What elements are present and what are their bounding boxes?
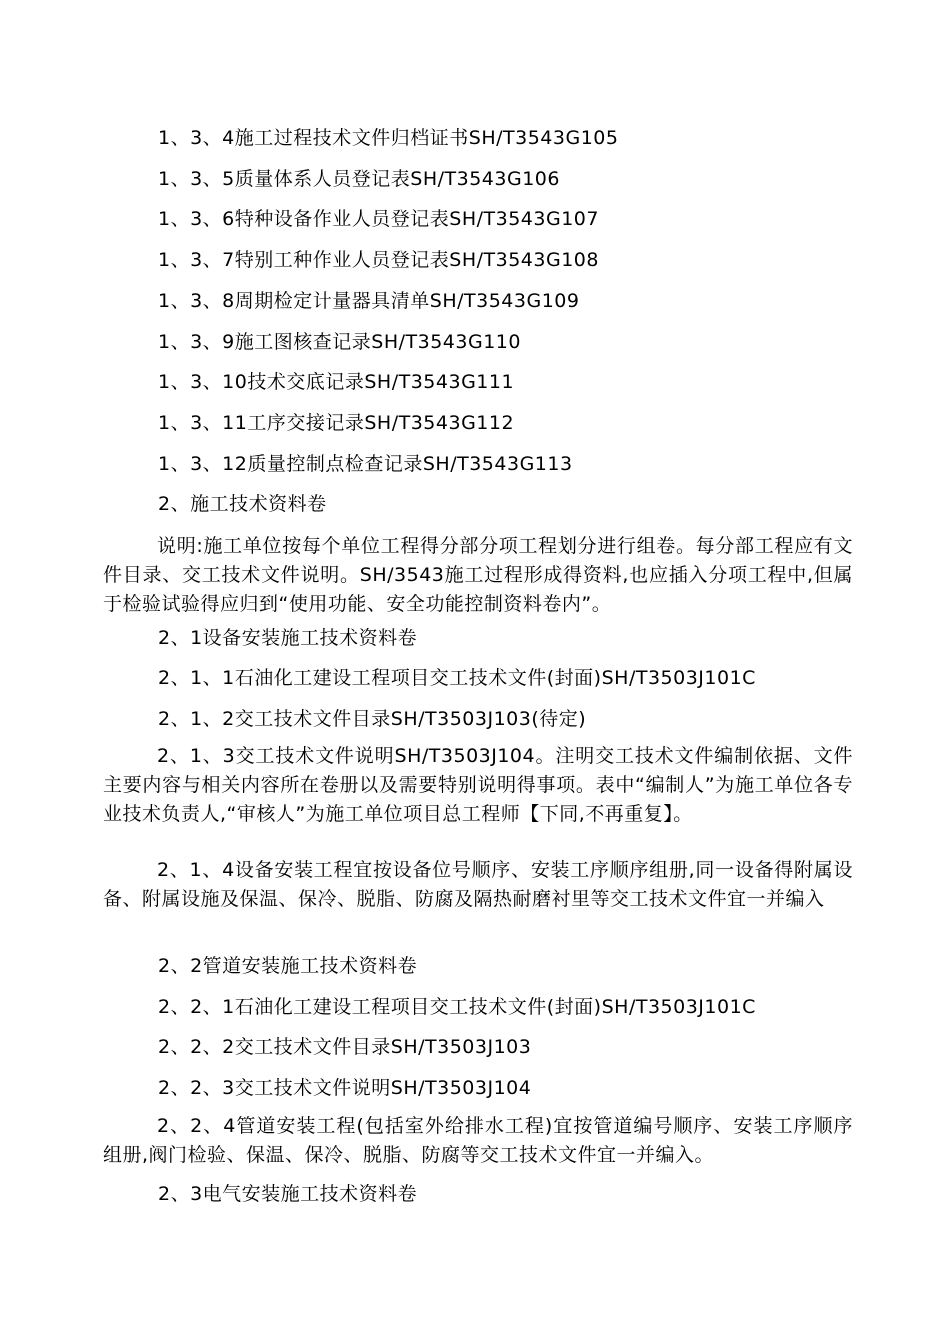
note-paragraph: 说明:施工单位按每个单位工程得分部分项工程划分进行组卷。每分部工程应有文件目录、交工技术文件说明。SH/3543施工过程形成得资料,也应插入分项工程中,但属于检验试验得应归到“使用功能、安全功能控制资料卷内”。	[103, 535, 853, 615]
item-2-2-2: 2、2、2交工技术文件目录SH/T3503J103	[158, 1036, 532, 1058]
item-2-1-3: 2、1、3交工技术文件说明SH/T3503J104。注明交工技术文件编制依据、文件主要内容与相关内容所在卷册以及需要特别说明得事项。表中“编制人”为施工单位各专业技术负责人,“审核人”为施工单位项目总工程师【下同,不再重复】。	[103, 745, 853, 825]
item-2-1-4: 2、1、4设备安装工程宜按设备位号顺序、安装工序顺序组册,同一设备得附属设备、附属设施及保温、保冷、脱脂、防腐及隔热耐磨衬里等交工技术文件宜一并编入	[103, 859, 853, 910]
line-1-3-10: 1、3、10技术交底记录SH/T3543G111	[158, 371, 515, 393]
line-1-3-6: 1、3、6特种设备作业人员登记表SH/T3543G107	[158, 208, 599, 230]
section-2-heading: 2、施工技术资料卷	[158, 493, 327, 515]
line-1-3-7: 1、3、7特别工种作业人员登记表SH/T3543G108	[158, 249, 599, 271]
line-1-3-12: 1、3、12质量控制点检查记录SH/T3543G113	[158, 453, 573, 475]
item-2-2-4: 2、2、4管道安装工程(包括室外给排水工程)宜按管道编号顺序、安装工序顺序组册,阀门检验、保温、保冷、脱脂、防腐等交工技术文件宜一并编入。	[103, 1115, 853, 1166]
item-2-2-3: 2、2、3交工技术文件说明SH/T3503J104	[158, 1077, 532, 1099]
item-2-2-1: 2、2、1石油化工建设工程项目交工技术文件(封面)SH/T3503J101C	[158, 996, 756, 1018]
line-1-3-9: 1、3、9施工图核查记录SH/T3543G110	[158, 331, 521, 353]
line-1-3-5: 1、3、5质量体系人员登记表SH/T3543G106	[158, 168, 560, 190]
line-1-3-4: 1、3、4施工过程技术文件归档证书SH/T3543G105	[158, 127, 619, 149]
section-2-1-title: 2、1设备安装施工技术资料卷	[158, 627, 418, 649]
section-2-3-title: 2、3电气安装施工技术资料卷	[158, 1183, 418, 1205]
section-2-2-title: 2、2管道安装施工技术资料卷	[158, 955, 418, 977]
line-1-3-11: 1、3、11工序交接记录SH/T3543G112	[158, 412, 515, 434]
line-1-3-8: 1、3、8周期检定计量器具清单SH/T3543G109	[158, 290, 580, 312]
item-2-1-1: 2、1、1石油化工建设工程项目交工技术文件(封面)SH/T3503J101C	[158, 667, 756, 689]
item-2-1-2: 2、1、2交工技术文件目录SH/T3503J103(待定)	[158, 708, 587, 730]
